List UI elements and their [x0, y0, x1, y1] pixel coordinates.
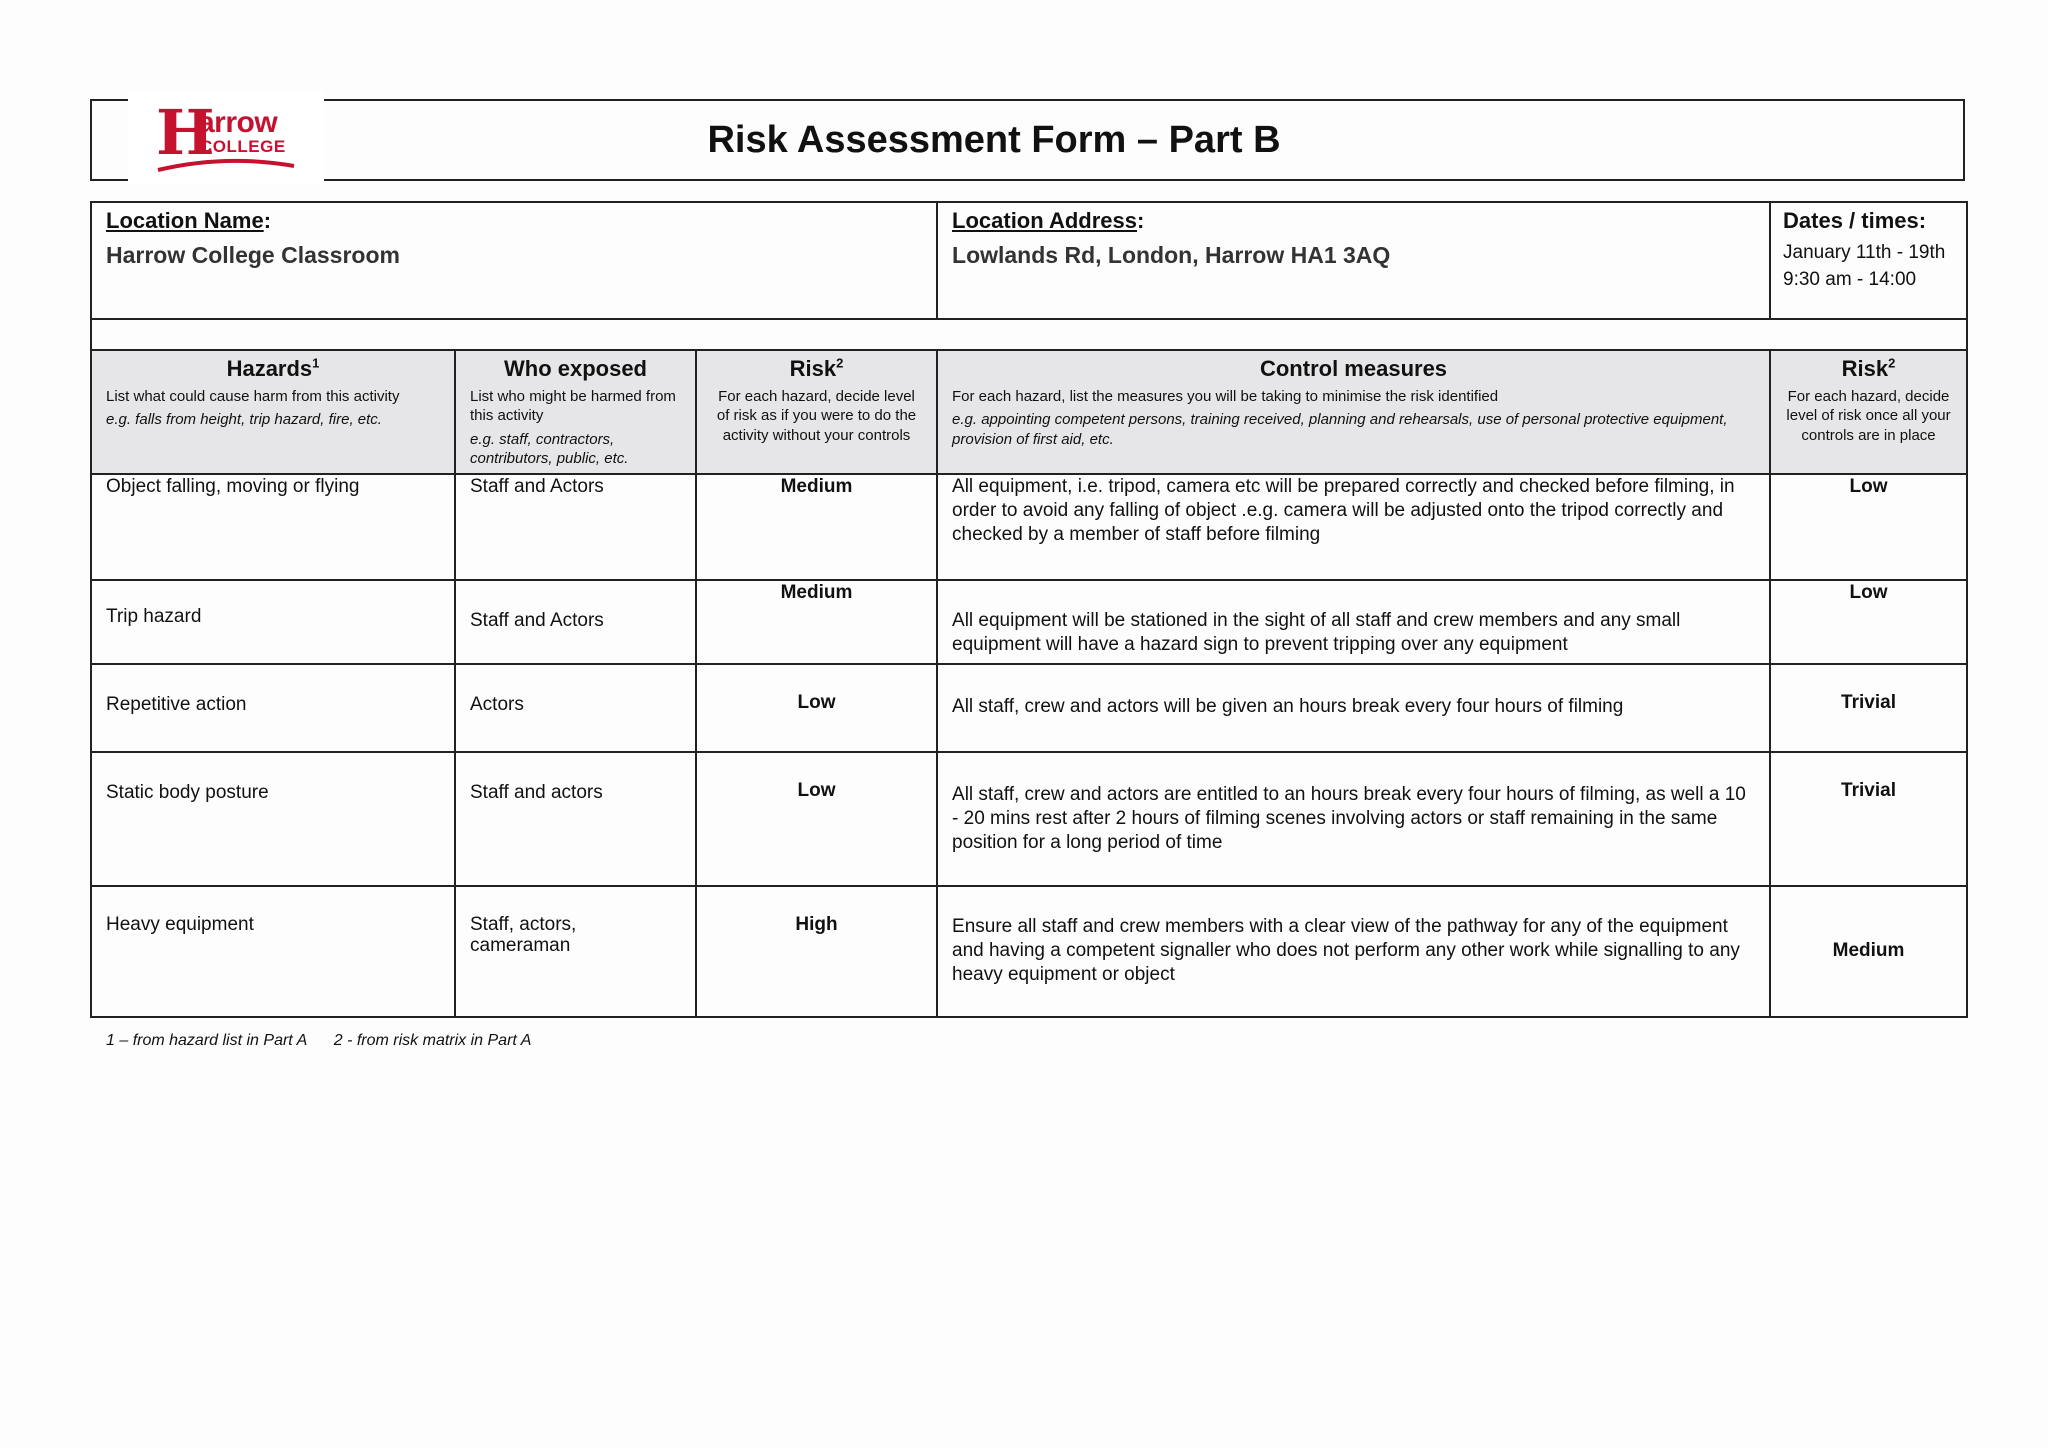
logo-word-college: COLLEGE	[200, 137, 286, 156]
table-row	[91, 664, 1967, 752]
risk-before-cell: High	[696, 886, 937, 1017]
risk-before-cell: Medium	[696, 474, 937, 580]
who-exposed-example: e.g. staff, contractors, contributors, public, etc.	[470, 430, 629, 467]
risk-after-desc: For each hazard, decide level of risk once all your controls are in place	[1786, 387, 1951, 444]
harrow-college-logo	[128, 92, 324, 184]
who-exposed-cell: Actors	[455, 664, 696, 752]
control-measures-cell: All equipment will be stationed in the sight of all staff and crew members and any small equipment will have a hazard sign to prevent tripping over any equipment	[937, 580, 1770, 664]
risk-after-title: Risk	[1841, 356, 1889, 381]
location-name-value: Harrow College Classroom	[106, 241, 400, 268]
risk-before-title: Risk	[789, 356, 837, 381]
page-title: Risk Assessment Form – Part B	[707, 118, 1281, 161]
hazards-desc: List what could cause harm from this activity	[106, 387, 400, 405]
location-address-label: Location Address	[952, 208, 1138, 233]
dates-label: Dates / times	[1783, 208, 1919, 233]
risk-before-cell: Medium	[696, 580, 937, 664]
dates-line-2: 9:30 am - 14:00	[1783, 269, 1917, 291]
dates-line-1: January 11th - 19th	[1783, 241, 1946, 263]
control-measures-cell: All staff, crew and actors are entitled to an hours break every four hours of filming, as well a 10 - 20 mins rest after 2 hours of filming scenes involving actors or staff remaining in the same position for a long period of time	[937, 752, 1770, 886]
logo-letter-h: H	[156, 96, 215, 169]
hazards-example: e.g. falls from height, trip hazard, fire, etc.	[106, 411, 382, 428]
who-exposed-header	[455, 350, 696, 474]
hazards-title: Hazards	[226, 356, 313, 381]
control-measures-title: Control measures	[1259, 356, 1448, 381]
hazard-cell: Repetitive action	[91, 664, 455, 752]
who-exposed-cell: Staff and Actors	[455, 580, 696, 664]
table-row	[91, 580, 1967, 664]
hazard-cell: Object falling, moving or flying	[91, 474, 455, 580]
control-measures-cell: All staff, crew and actors will be given an hours break every four hours of filming	[937, 664, 1770, 752]
location-address-cell: Location Address: Lowlands Rd, London, Harrow HA1 3AQ	[937, 202, 1770, 319]
table-row	[91, 474, 1967, 580]
risk-assessment-table	[90, 201, 1968, 1018]
risk-after-cell: Trivial	[1770, 664, 1967, 752]
control-measures-cell: All equipment, i.e. tripod, camera etc will be prepared correctly and checked before filming, in order to avoid any falling of object .e.g. camera will be adjusted onto the tripod correctly and checked by a member of staff before filming	[937, 474, 1770, 580]
risk-after-cell: Low	[1770, 474, 1967, 580]
hazard-cell: Static body posture	[91, 752, 455, 886]
risk-after-header: Risk$^2$ For each hazard, decide level of risk once all your controls are in place	[1770, 350, 1967, 474]
who-exposed-cell: Staff and Actors	[455, 474, 696, 580]
table-row	[91, 752, 1967, 886]
location-name-cell: Location Name: Harrow College Classroom	[91, 202, 937, 319]
dates-cell: Dates / times: January 11th - 19th 9:30 am - 14:00	[1770, 202, 1967, 319]
location-row	[91, 202, 1967, 319]
risk-after-cell: Medium	[1770, 886, 1967, 1017]
risk-before-cell: Low	[696, 752, 937, 886]
who-exposed-cell: Staff and actors	[455, 752, 696, 886]
control-measures-desc: For each hazard, list the measures you will be taking to minimise the risk identified	[952, 387, 1499, 405]
location-address-value: Lowlands Rd, London, Harrow HA1 3AQ	[952, 241, 1391, 268]
column-header-row	[91, 350, 1967, 474]
footnotes	[106, 1032, 553, 1050]
spacer-row	[91, 319, 1967, 350]
control-measures-header	[937, 350, 1770, 474]
logo-swoosh-icon	[156, 158, 296, 174]
hazard-cell: Heavy equipment	[91, 886, 455, 1017]
control-measures-cell: Ensure all staff and crew members with a clear view of the pathway for any of the equipment and having a competent signaller who does not perform any other work while signalling to any heavy equipment or object	[937, 886, 1770, 1017]
table-row	[91, 886, 1967, 1017]
risk-before-header: Risk$^2$ For each hazard, decide level of risk as if you were to do the activity without your controls	[696, 350, 937, 474]
risk-before-cell: Low	[696, 664, 937, 752]
control-measures-example: e.g. appointing competent persons, training received, planning and rehearsals, use of personal protective equipment, provision of first aid, etc.	[952, 411, 1728, 448]
footnote-2: 2 - from risk matrix in Part A	[333, 1032, 532, 1049]
footnote-1: 1 – from hazard list in Part A	[106, 1032, 308, 1049]
risk-before-desc: For each hazard, decide level of risk as if you were to do the activity without your controls	[716, 387, 917, 444]
hazards-header: Hazards$^1$ List what could cause harm from this activity e.g. falls from height, trip hazard, fire, etc.	[91, 350, 455, 474]
location-name-label: Location Name	[106, 208, 264, 233]
risk-after-cell: Trivial	[1770, 752, 1967, 886]
hazard-cell: Trip hazard	[91, 580, 455, 664]
who-exposed-title: Who exposed	[503, 356, 647, 381]
logo-word-arrow: arrow	[198, 106, 278, 139]
who-exposed-desc: List who might be harmed from this activity	[470, 387, 676, 424]
risk-after-cell: Low	[1770, 580, 1967, 664]
who-exposed-cell: Staff, actors, cameraman	[455, 886, 696, 1017]
